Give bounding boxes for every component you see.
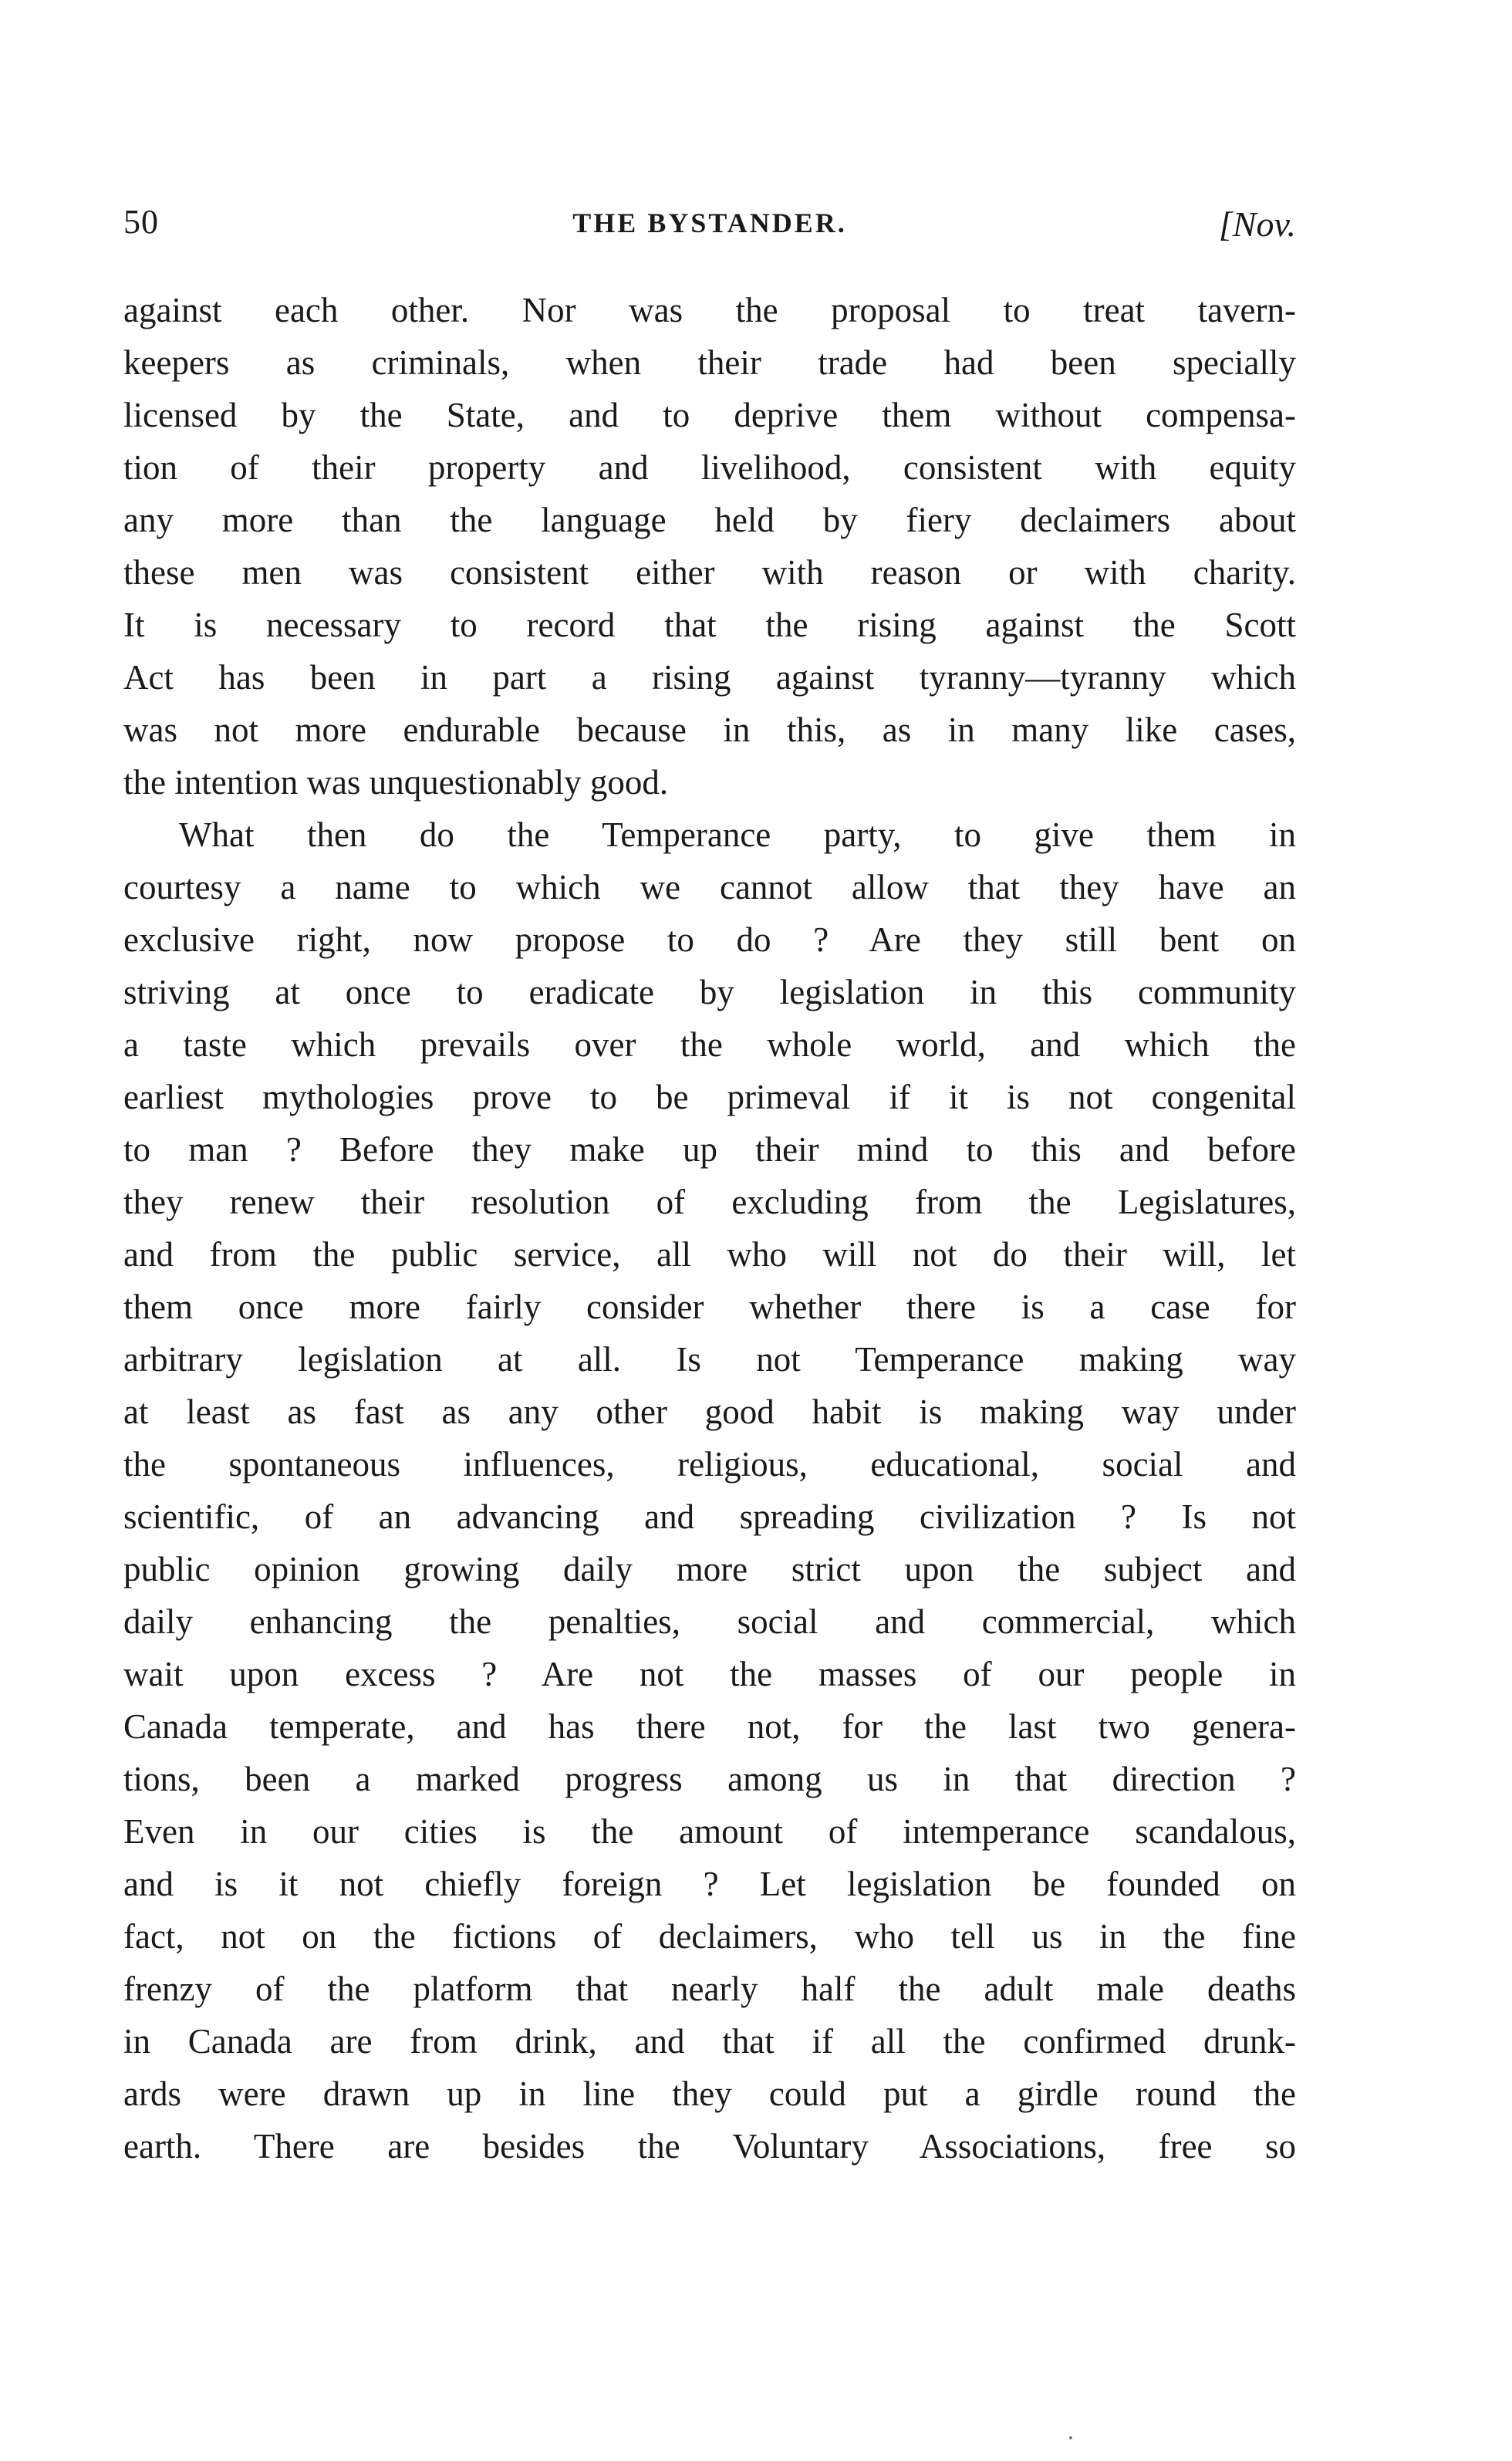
text-line: courtesy a name to which we cannot allow that they have an [123, 868, 1296, 906]
text-line: keepers as criminals, when their trade had been specially [123, 343, 1296, 382]
text-line: daily enhancing the penalties, social and commercial, which [123, 1602, 1296, 1641]
text-line: fact, not on the fictions of declaimers, who tell us in the fine [123, 1917, 1296, 1956]
text-line: them once more fairly consider whether there is a case for [123, 1288, 1296, 1326]
text-line: at least as fast as any other good habit is making way under [123, 1393, 1296, 1431]
running-month: [Nov. [1218, 204, 1296, 244]
text-line: to man ? Before they make up their mind to this and before [123, 1130, 1296, 1169]
text-line: earth. There are besides the Voluntary Associations, free so [123, 2127, 1296, 2166]
text-line: a taste which prevails over the whole world, and which the [123, 1025, 1296, 1064]
text-line: wait upon excess ? Are not the masses of our people in [123, 1655, 1296, 1693]
text-line: scientific, of an advancing and spreading civilization ? Is not [123, 1497, 1296, 1536]
text-line: striving at once to eradicate by legislation in this community [123, 973, 1296, 1011]
text-line: in Canada are from drink, and that if all the confirmed drunk- [123, 2022, 1296, 2061]
text-line: Act has been in part a rising against tyranny—tyranny which [123, 658, 1296, 697]
text-line: and is it not chiefly foreign ? Let legislation be founded on [123, 1865, 1296, 1903]
text-line: any more than the language held by fiery declaimers about [123, 501, 1296, 539]
text-line: frenzy of the platform that nearly half the adult male deaths [123, 1970, 1296, 2008]
running-title: THE BYSTANDER. [572, 208, 847, 238]
page-number: 50 [123, 203, 159, 241]
text-line: the intention was unquestionably good. [123, 763, 669, 802]
text-line: licensed by the State, and to deprive them without compensa- [123, 396, 1296, 434]
text-line: against each other. Nor was the proposal to treat tavern- [123, 291, 1296, 329]
text-line: exclusive right, now propose to do ? Are they still bent on [123, 920, 1296, 959]
text-line: public opinion growing daily more strict upon the subject and [123, 1550, 1296, 1588]
text-line: Even in our cities is the amount of intemperance scandalous, [123, 1812, 1296, 1851]
body-text [123, 284, 1296, 2172]
text-line: earliest mythologies prove to be primeval if it is not congenital [123, 1078, 1296, 1116]
text-line: It is necessary to record that the rising against the Scott [123, 606, 1296, 644]
text-line: tion of their property and livelihood, consistent with equity [123, 448, 1296, 487]
text-line: ards were drawn up in line they could put a girdle round the [123, 2074, 1296, 2113]
text-line: was not more endurable because in this, as in many like cases, [123, 711, 1296, 749]
text-line: tions, been a marked progress among us in that direction ? [123, 1760, 1296, 1798]
text-line: arbitrary legislation at all. Is not Temperance making way [123, 1340, 1296, 1379]
print-speck [1069, 2436, 1072, 2439]
running-head [123, 202, 1296, 248]
text-line: Canada temperate, and has there not, for the last two genera- [123, 1707, 1296, 1746]
text-line: and from the public service, all who will not do their will, let [123, 1235, 1296, 1274]
text-line: What then do the Temperance party, to give them in [179, 815, 1296, 854]
text-line: these men was consistent either with reason or with charity. [123, 553, 1296, 592]
text-line: the spontaneous influences, religious, educational, social and [123, 1445, 1296, 1484]
text-line: they renew their resolution of excluding from the Legislatures, [123, 1183, 1296, 1221]
